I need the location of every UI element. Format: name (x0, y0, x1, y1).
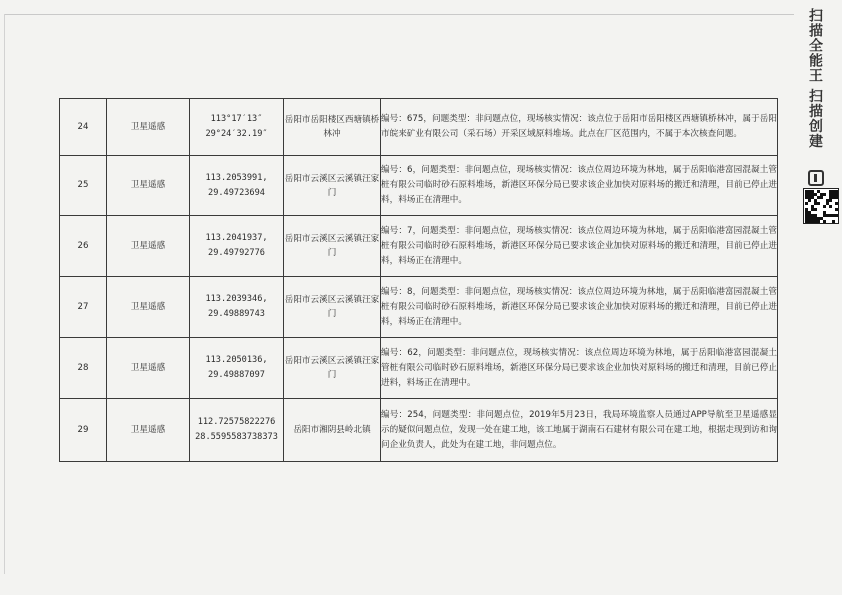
source-cell: 卫星遥感 (107, 399, 190, 462)
row-number: 24 (60, 99, 107, 156)
row-number: 27 (60, 277, 107, 338)
row-number: 25 (60, 156, 107, 216)
location-cell (284, 156, 381, 216)
coordinate-cell (190, 399, 284, 462)
location-text: 岳阳市湘阴县岭北镇 (293, 425, 371, 435)
location-text: 岳阳市云溪区云溪镇汪家门 (284, 295, 380, 319)
table-row (60, 156, 778, 216)
qr-module (835, 196, 838, 199)
longitude: 113.2039346, (205, 294, 268, 304)
description-cell: 编号：62，问题类型：非问题点位，现场核实情况：该点位周边环境为林地，属于岳阳临港富园混凝土管桩有限公司临时砂石原料堆场，新港区环保分局已要求该企业加快对原料场的搬迁和清理，目前已停止进料，料场正在清理中。 (381, 338, 778, 399)
qr-code-icon (803, 188, 839, 224)
watermark-text: 扫描全能王 扫描创建 (807, 8, 823, 149)
qr-module (817, 202, 820, 205)
records-table-body (60, 99, 778, 462)
longitude: 113°17′13″ (210, 114, 263, 124)
location-text: 岳阳市云溪区云溪镇汪家门 (284, 356, 380, 380)
source-cell: 卫星遥感 (107, 156, 190, 216)
coordinate-cell (190, 99, 284, 156)
description-cell: 编号：8，问题类型：非问题点位，现场核实情况：该点位周边环境为林地，属于岳阳临港富园混凝土管桩有限公司临时砂石原料堆场，新港区环保分局已要求该企业加快对原料场的搬迁和清理，目前已停止进料，料场正在清理中。 (381, 277, 778, 338)
table-row (60, 338, 778, 399)
location-cell (284, 338, 381, 399)
longitude: 112.72575822276 (197, 417, 276, 427)
camscanner-logo-icon (808, 170, 824, 186)
qr-module (829, 205, 832, 208)
qr-module (835, 208, 838, 211)
location-cell (284, 99, 381, 156)
latitude: 29.49889743 (208, 309, 265, 319)
location-cell (284, 216, 381, 277)
qr-module (829, 199, 832, 202)
latitude: 29.49887097 (208, 370, 265, 380)
row-number: 29 (60, 399, 107, 462)
latitude: 29.49723694 (208, 187, 265, 198)
location-text: 岳阳市岳阳楼区西塘镇桥林冲 (284, 115, 380, 139)
location-cell (284, 277, 381, 338)
qr-module (820, 196, 823, 199)
latitude: 29°24′32.19″ (205, 129, 268, 139)
page-top-border (4, 14, 794, 15)
longitude: 113.2041937, (205, 233, 268, 243)
longitude: 113.2053991, (205, 172, 268, 183)
qr-module (808, 199, 811, 202)
coordinate-cell (190, 277, 284, 338)
source-cell: 卫星遥感 (107, 338, 190, 399)
location-cell (284, 399, 381, 462)
qr-module (835, 202, 838, 205)
row-number: 28 (60, 338, 107, 399)
table-row (60, 216, 778, 277)
latitude: 28.5595583738373 (195, 432, 278, 442)
latitude: 29.49792776 (208, 248, 265, 258)
description-cell: 编号：254，问题类型：非问题点位，2019年5月23日，我局环境监察人员通过APP导航至卫星遥感显示的疑似问题点位，发现一处在建工地，该工地属于湖南石石建材有限公司在建工地，根据走现到访和询问企业负责人，此处为在建工地，非问题点位。 (381, 399, 778, 462)
table-row (60, 399, 778, 462)
source-cell: 卫星遥感 (107, 216, 190, 277)
page-left-edge (4, 14, 5, 574)
table-row (60, 99, 778, 156)
qr-module (823, 220, 826, 223)
qr-module (823, 193, 826, 196)
qr-module (814, 208, 817, 211)
qr-module (832, 220, 835, 223)
row-number: 26 (60, 216, 107, 277)
source-cell: 卫星遥感 (107, 99, 190, 156)
records-table (59, 98, 778, 462)
location-text: 岳阳市云溪区云溪镇汪家门 (284, 173, 380, 198)
coordinate-cell (190, 156, 284, 216)
coordinate-cell (190, 216, 284, 277)
qr-module (823, 205, 826, 208)
description-cell: 编号：675，问题类型：非问题点位，现场核实情况：该点位于岳阳市岳阳楼区西塘镇桥林冲，属于岳阳市皖来矿业有限公司（采石场）开采区域原料堆场。此点在厂区范围内，不属于本次核查问题。 (381, 99, 778, 156)
longitude: 113.2050136, (205, 355, 268, 365)
description-cell: 编号：7，问题类型：非问题点位，现场核实情况：该点位周边环境为林地，属于岳阳临港富园混凝土管桩有限公司临时砂石原料堆场，新港区环保分局已要求该企业加快对原料场的搬迁和清理，目前已停止进料，料场正在清理中。 (381, 216, 778, 277)
coordinate-cell (190, 338, 284, 399)
location-text: 岳阳市云溪区云溪镇汪家门 (284, 234, 380, 258)
qr-module (817, 220, 820, 223)
table-row (60, 277, 778, 338)
source-cell: 卫星遥感 (107, 277, 190, 338)
qr-module (835, 214, 838, 217)
description-cell: 编号：6，问题类型：非问题点位，现场核实情况：该点位周边环境为林地，属于岳阳临港富园混凝土管桩有限公司临时砂石原料堆场，新港区环保分局已要求该企业加快对原料场的搬迁和清理，目前已停止进料，料场正在清理中。 (381, 156, 778, 216)
qr-module (805, 202, 808, 205)
